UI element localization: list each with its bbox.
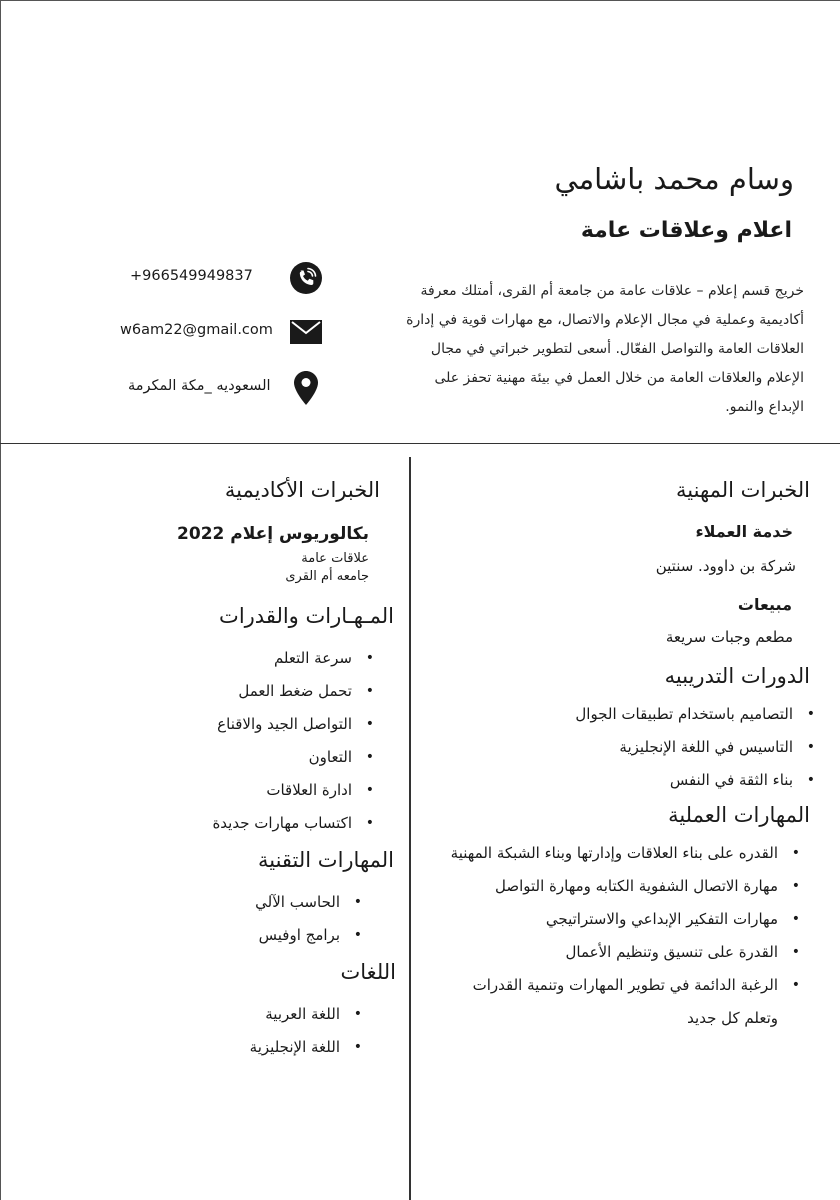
list-item: • التاسيس في اللغة الإنجليزية (410, 731, 793, 764)
contact-phone[interactable] (120, 258, 326, 298)
languages-list (0, 998, 340, 1064)
email-icon (286, 312, 326, 352)
list-item: • مهارات التفكير الإبداعي والاستراتيجي (448, 903, 778, 936)
right-column (410, 478, 840, 1035)
list-item: • اكتساب مهارات جديدة (0, 807, 352, 840)
list-item: • تحمل ضغط العمل (0, 675, 352, 708)
candidate-name: وسام محمد باشامي (554, 162, 794, 196)
technical-list (0, 886, 340, 952)
experience-item (410, 595, 792, 646)
experience-place: مطعم وجبات سريعة (665, 628, 793, 646)
degree-major: علاقات عامة (301, 551, 369, 566)
courses-list (410, 698, 793, 797)
courses-heading: الدورات التدريبيه (664, 664, 810, 688)
degree: بكالوريوس إعلام 2022 (177, 524, 369, 544)
phone-number: +966549949837 (130, 268, 253, 284)
job-title: اعلام وعلاقات عامة (580, 218, 792, 243)
academic-entry (0, 524, 369, 586)
list-item: • التعاون (0, 741, 352, 774)
profile-summary: خريج قسم إعلام – علاقات عامة من جامعة أم القرى، أمتلك معرفة أكاديمية وعملية في مجال الإعلام والاتصال، مع مهارات قوية في إدارة العلاقات العامة والتواصل الفعّال. أسعى لتطوير خبراتي في مجال الإعلام والعلاقات العامة من خلال العمل في بيئة مهنية تحفز على الإبداع والنمو. (406, 283, 804, 415)
location-text: السعوديه _مكة المكرمة (128, 378, 271, 394)
contact-email[interactable] (110, 312, 326, 352)
abilities-heading: المـهـارات والقدرات (219, 604, 394, 628)
list-item: • مهارة الاتصال الشفوية الكتابه ومهارة التواصل (448, 870, 778, 903)
email-address: w6am22@gmail.com (120, 322, 273, 338)
abilities-list (0, 642, 352, 840)
experience-heading: الخبرات المهنية (676, 478, 810, 502)
list-item: • برامج اوفيس (0, 919, 340, 952)
practical-skills-list (448, 837, 778, 1035)
page-top-border (0, 0, 840, 1)
experience-role: خدمة العملاء (695, 522, 793, 541)
list-item: • التواصل الجيد والاقناع (0, 708, 352, 741)
technical-heading: المهارات التقنية (258, 848, 394, 872)
practical-skills-heading: المهارات العملية (668, 803, 810, 827)
list-item: • القدره على بناء العلاقات وإدارتها وبناء الشبكة المهنية (448, 837, 778, 870)
academic-heading: الخبرات الأكاديمية (224, 478, 380, 502)
list-item: • ادارة العلاقات (0, 774, 352, 807)
list-item: • القدرة على تنسيق وتنظيم الأعمال (448, 936, 778, 969)
list-item: • سرعة التعلم (0, 642, 352, 675)
list-item: • التصاميم باستخدام تطبيقات الجوال (410, 698, 793, 731)
degree-university: جامعه أم القرى (285, 569, 369, 584)
header-divider (0, 443, 840, 444)
experience-role: مبيعات (737, 595, 792, 614)
contact-location (118, 368, 326, 408)
left-column (0, 478, 408, 1064)
experience-place: شركة بن داوود. سنتين (655, 557, 796, 575)
list-item: • الرغبة الدائمة في تطوير المهارات وتنمية القدرات وتعلم كل جديد (448, 969, 778, 1035)
experience-item (410, 522, 796, 575)
list-item: • بناء الثقة في النفس (410, 764, 793, 797)
list-item: • اللغة العربية (0, 998, 340, 1031)
phone-icon (286, 258, 326, 298)
list-item: • اللغة الإنجليزية (0, 1031, 340, 1064)
list-item: • الحاسب الآلي (0, 886, 340, 919)
languages-heading: اللغات (340, 960, 396, 984)
location-pin-icon (286, 368, 326, 408)
